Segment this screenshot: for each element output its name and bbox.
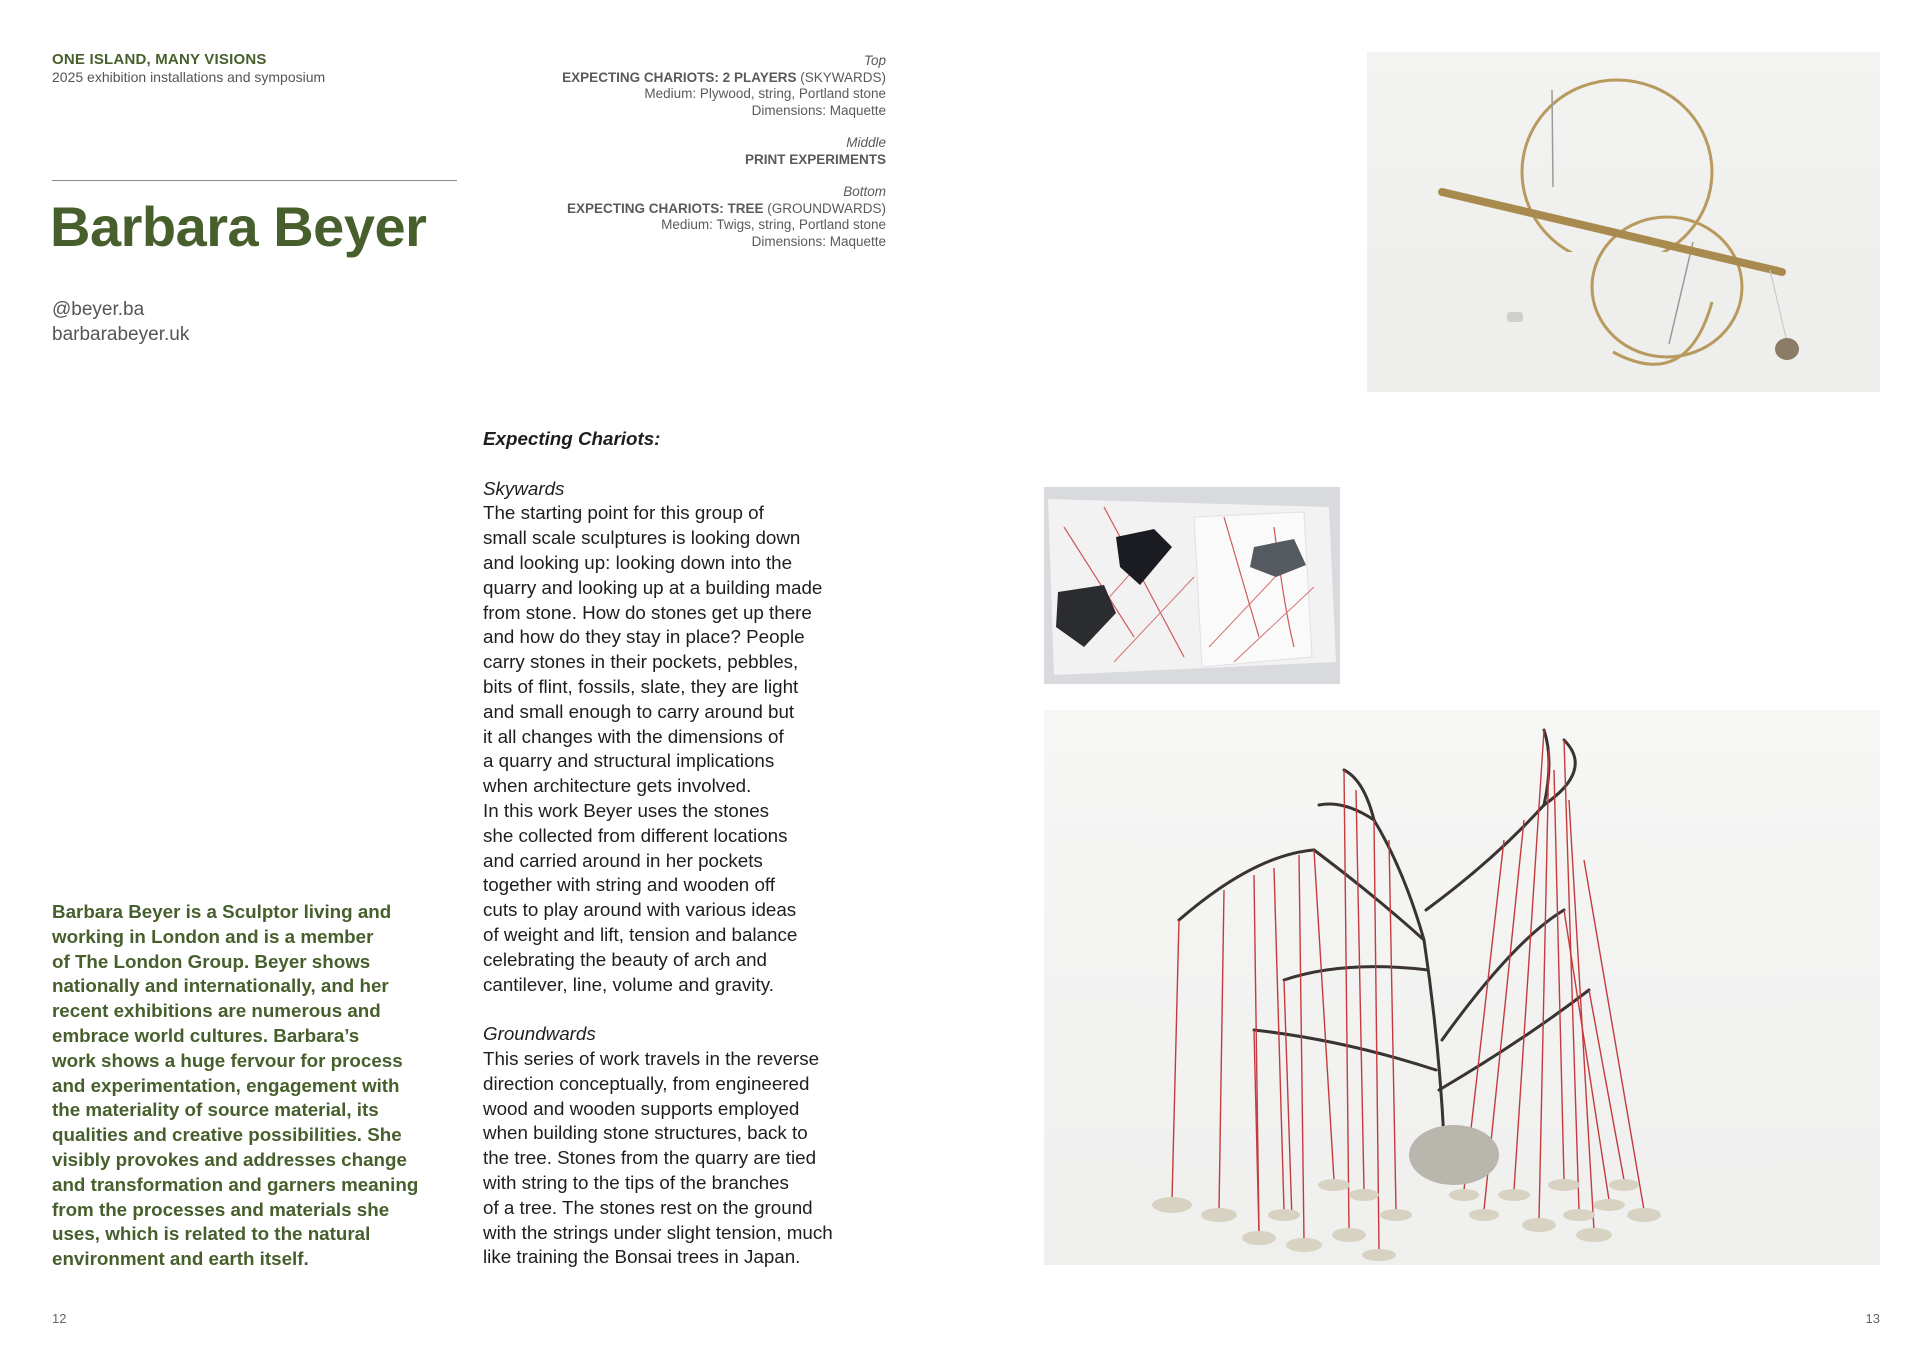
red-strings	[1172, 730, 1644, 1250]
base-stone	[1409, 1125, 1499, 1185]
bio-line: embrace world cultures. Barbara’s	[52, 1024, 360, 1046]
publication-title: ONE ISLAND, MANY VISIONS	[52, 51, 267, 68]
caption-top-position: Top	[863, 53, 886, 68]
essay-line: and carried around in her pockets	[483, 849, 763, 871]
essay-line: celebrating the beauty of arch and	[483, 948, 768, 970]
section-title-groundwards: Groundwards	[483, 1023, 596, 1045]
portland-stone	[1775, 338, 1799, 360]
essay-line: and how do they stay in place? People	[483, 626, 805, 648]
print-experiments-photo	[1044, 487, 1340, 684]
essay-line: bits of flint, fossils, slate, they are light	[483, 675, 799, 697]
artist-contact	[52, 297, 189, 347]
essay-line: of weight and lift, tension and balance	[483, 923, 798, 945]
caption-bottom-medium: Medium: Twigs, string, Portland stone	[661, 217, 886, 232]
caption-bottom-title: EXPECTING CHARIOTS: TREE (GROUNDWARDS)	[566, 200, 886, 216]
publication-subtitle: 2025 exhibition installations and symposium	[52, 69, 326, 85]
sculpture-photo-skywards	[1367, 52, 1880, 392]
bio-line: and experimentation, engagement with	[52, 1074, 400, 1096]
essay-line: direction conceptually, from engineered	[483, 1072, 810, 1094]
bio-line: environment and earth itself.	[52, 1248, 309, 1270]
essay-text	[483, 427, 903, 1270]
essay-line: and small enough to carry around but	[483, 700, 795, 722]
essay-line: like training the Bonsai trees in Japan.	[483, 1246, 801, 1268]
bio-line: from the processes and materials she	[52, 1198, 390, 1220]
image-captions	[430, 53, 886, 250]
artist-bio	[52, 900, 452, 1272]
essay-line: from stone. How do stones get up there	[483, 601, 812, 623]
essay-line: The starting point for this group of	[483, 502, 764, 524]
essay-line: she collected from different locations	[483, 824, 788, 846]
section-title-skywards: Skywards	[483, 477, 565, 499]
essay-line: In this work Beyer uses the stones	[483, 799, 770, 821]
instagram-handle[interactable]: @beyer.ba	[52, 299, 145, 320]
caption-middle-position: Middle	[846, 135, 886, 150]
essay-line: it all changes with the dimensions of	[483, 725, 784, 747]
bio-line: and transformation and garners meaning	[52, 1173, 419, 1195]
essay-line: when architecture gets involved.	[483, 775, 752, 797]
tree-branches	[1179, 730, 1589, 1140]
caption-bottom-dimensions: Dimensions: Maquette	[751, 233, 886, 249]
caption-middle-title: PRINT EXPERIMENTS	[744, 151, 886, 167]
page-number-right: 13	[1865, 1311, 1880, 1326]
bio-line: nationally and internationally, and her	[52, 975, 389, 997]
essay-line: when building stone structures, back to	[483, 1122, 808, 1144]
page-number-left: 12	[52, 1311, 67, 1326]
caption-bottom-position: Bottom	[843, 184, 886, 199]
essay-line: quarry and looking up at a building made	[483, 576, 823, 598]
bio-line: recent exhibitions are numerous and	[52, 1000, 381, 1022]
essay-heading: Expecting Chariots:	[483, 428, 661, 449]
bio-line: uses, which is related to the natural	[52, 1223, 371, 1245]
essay-line: with the strings under slight tension, much	[483, 1221, 833, 1243]
small-stones	[1152, 1179, 1661, 1261]
bio-line: visibly provokes and addresses change	[52, 1148, 407, 1170]
essay-line: the tree. Stones from the quarry are tied	[483, 1147, 817, 1169]
sculpture-photo-groundwards	[1044, 710, 1880, 1265]
essay-line: cuts to play around with various ideas	[483, 899, 797, 921]
bio-line: the materiality of source material, its	[52, 1099, 379, 1121]
essay-line: with string to the tips of the branches	[483, 1171, 789, 1193]
caption-top-medium: Medium: Plywood, string, Portland stone	[644, 86, 886, 101]
artist-name: Barbara Beyer	[50, 195, 427, 258]
essay-line: of a tree. The stones rest on the ground	[483, 1196, 813, 1218]
bio-line: Barbara Beyer is a Sculptor living and	[52, 901, 392, 922]
title-divider	[52, 180, 457, 181]
caption-top-title: EXPECTING CHARIOTS: 2 PLAYERS (SKYWARDS)	[562, 69, 886, 85]
bio-line: qualities and creative possibilities. She	[52, 1124, 402, 1146]
essay-line: cantilever, line, volume and gravity.	[483, 973, 774, 995]
essay-line: wood and wooden supports employed	[483, 1097, 800, 1119]
essay-line: small scale sculptures is looking down	[483, 527, 801, 549]
essay-line: and looking up: looking down into the	[483, 551, 793, 573]
essay-line: carry stones in their pockets, pebbles,	[483, 651, 799, 673]
essay-line: together with string and wooden off	[483, 874, 775, 896]
bio-line: work shows a huge fervour for process	[52, 1049, 403, 1071]
website-link[interactable]: barbarabeyer.uk	[52, 324, 190, 345]
essay-line: a quarry and structural implications	[483, 750, 775, 772]
bio-line: of The London Group. Beyer shows	[52, 950, 371, 972]
essay-line: This series of work travels in the reverse	[483, 1047, 820, 1069]
caption-top-dimensions: Dimensions: Maquette	[751, 102, 886, 118]
bio-line: working in London and is a member	[52, 925, 374, 947]
